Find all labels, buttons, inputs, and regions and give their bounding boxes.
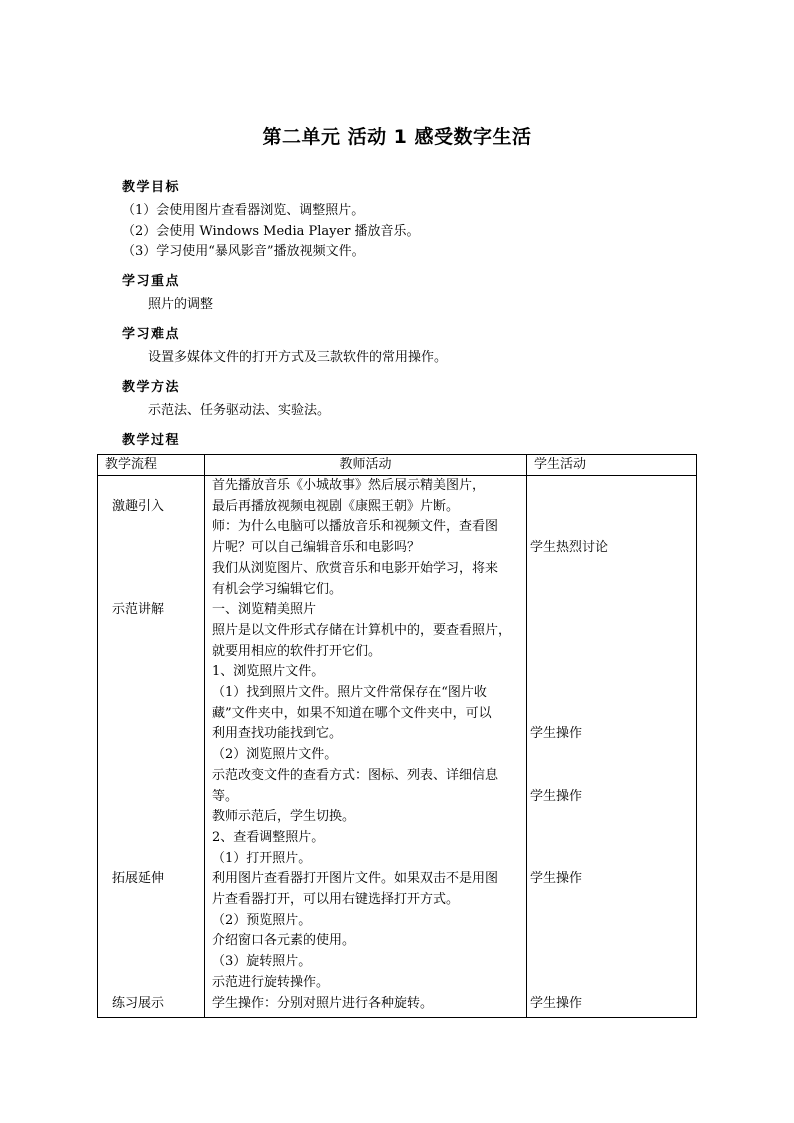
student-activity-line: 学生操作 — [530, 871, 583, 887]
page-title: 第二单元 活动 1 感受数字生活 — [262, 126, 532, 148]
teacher-activity-line: 照片是以文件形式存储在计算机中的，要查看照片， — [212, 622, 512, 638]
teacher-activity-line: 利用图片查看器打开图片文件。如果双击不是用图 — [212, 871, 499, 887]
methods-heading: 教学方法 — [122, 380, 181, 395]
teacher-activity-line: 藏”文件夹中，如果不知道在哪个文件夹中，可以 — [212, 705, 492, 721]
process-heading: 教学过程 — [122, 433, 181, 448]
flow-step-line: 示范讲解 — [112, 602, 165, 618]
teacher-activity-line: 等。 — [212, 788, 239, 804]
student-column — [527, 476, 696, 1017]
header-teacher: 教师活动 — [205, 455, 527, 476]
flow-cell — [98, 476, 205, 1018]
teacher-activity-line: 示范改变文件的查看方式：图标、列表、详细信息 — [212, 767, 499, 783]
objective-item: （3）学习使用“暴风影音”播放视频文件。 — [122, 244, 365, 259]
teacher-column — [205, 476, 526, 1017]
teacher-activity-line: 师：为什么电脑可以播放音乐和视频文件，查看图 — [212, 519, 499, 535]
teacher-activity-line: 一、浏览精美照片 — [212, 602, 317, 618]
objectives-heading: 教学目标 — [122, 180, 181, 195]
teacher-activity-line: 教师示范后，学生切换。 — [212, 809, 356, 825]
teacher-activity-line: （2）浏览照片文件。 — [212, 747, 338, 763]
student-activity-line: 学生操作 — [530, 726, 583, 742]
teacher-activity-line: 1、浏览照片文件。 — [212, 664, 325, 680]
teacher-activity-line: 示范进行旋转操作。 — [212, 974, 330, 990]
teacher-activity-line: 利用查找功能找到它。 — [212, 726, 343, 742]
teacher-activity-line: 2、查看调整照片。 — [212, 829, 325, 845]
teacher-activity-line: 就要用相应的软件打开它们。 — [212, 643, 382, 659]
teacher-activity-line: 学生操作：分别对照片进行各种旋转。 — [212, 995, 434, 1011]
teacher-activity-line: 介绍窗口各元素的使用。 — [212, 933, 356, 949]
teacher-activity-line: 首先播放音乐《小城故事》然后展示精美图片， — [212, 478, 486, 493]
process-table — [97, 454, 697, 1018]
teacher-activity-line: 我们从浏览图片、欣赏音乐和电影开始学习，将来 — [212, 560, 499, 576]
objective-item: （1）会使用图片查看器浏览、调整照片。 — [122, 203, 365, 218]
objective-item: （2）会使用 Windows Media Player 播放音乐。 — [122, 224, 420, 239]
flow-step-line: 练习展示 — [112, 995, 165, 1011]
teacher-activity-line: （1）找到照片文件。照片文件常保存在“图片收 — [212, 685, 487, 700]
difficulties-text: 设置多媒体文件的打开方式及三款软件的常用操作。 — [148, 350, 448, 365]
flow-step-line: 激趣引入 — [112, 498, 165, 514]
student-activity-line: 学生操作 — [530, 995, 583, 1011]
teacher-activity-line: 片呢？可以自己编辑音乐和电影吗？ — [212, 540, 421, 556]
teacher-activity-line: （1）打开照片。 — [212, 850, 312, 866]
table-row — [98, 476, 697, 1018]
flow-column — [105, 476, 204, 1017]
teacher-activity-line: （2）预览照片。 — [212, 912, 312, 928]
student-activity-line: 学生热烈讨论 — [530, 540, 609, 556]
student-activity-line: 学生操作 — [530, 788, 583, 804]
difficulties-heading: 学习难点 — [122, 327, 181, 342]
methods-text: 示范法、任务驱动法、实验法。 — [148, 403, 331, 418]
header-flow: 教学流程 — [98, 455, 205, 476]
student-cell — [527, 476, 697, 1018]
table-header-row — [98, 455, 697, 476]
header-student: 学生活动 — [527, 455, 697, 476]
key-points-text: 照片的调整 — [148, 297, 214, 312]
flow-step-line: 拓展延伸 — [112, 871, 165, 887]
key-points-heading: 学习重点 — [122, 274, 181, 289]
teacher-activity-line: （3）旋转照片。 — [212, 954, 312, 970]
teacher-activity-line: 有机会学习编辑它们。 — [212, 581, 343, 597]
teacher-cell — [205, 476, 527, 1018]
teacher-activity-line: 最后再播放视频电视剧《康熙王朝》片断。 — [212, 498, 460, 514]
teacher-activity-line: 片查看器打开，可以用右键选择打开方式。 — [212, 892, 460, 907]
